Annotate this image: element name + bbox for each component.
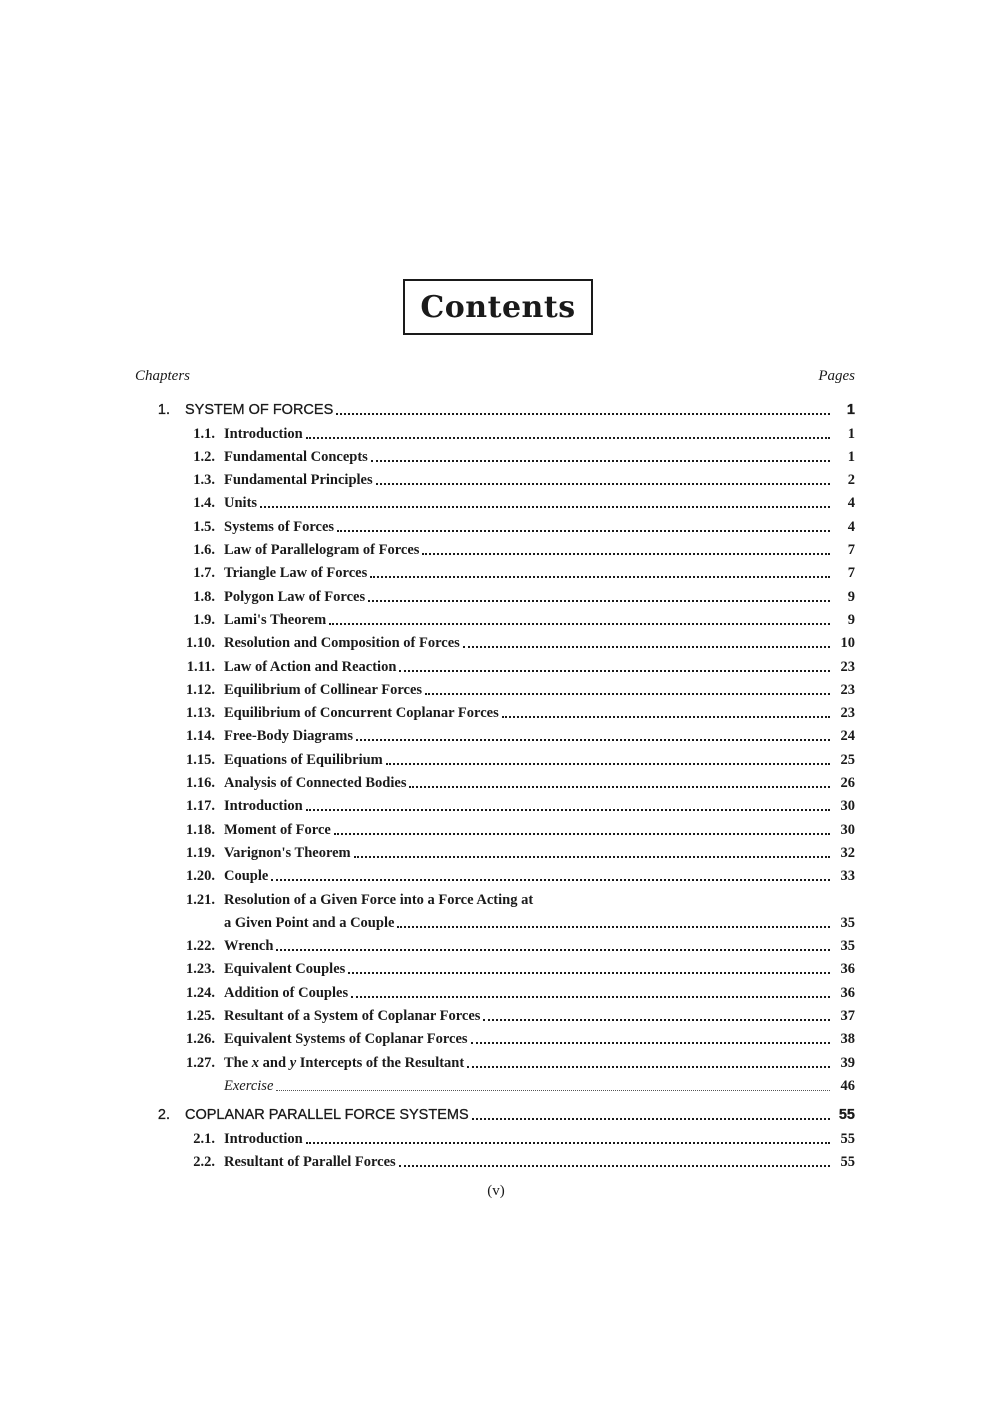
page-number: 1	[847, 425, 855, 442]
dot-leader	[371, 448, 830, 466]
chapter-title: SYSTEM OF FORCES	[185, 401, 336, 419]
toc-section-entry[interactable]	[135, 745, 855, 768]
dot-leader	[276, 937, 830, 955]
section-number: 1.10.	[186, 635, 215, 652]
section-title: Addition of Couples	[224, 984, 351, 1002]
chapter-number: 2.	[157, 1107, 170, 1124]
dot-leader	[399, 1153, 830, 1171]
section-number: 1.20.	[186, 868, 215, 885]
table-of-contents	[135, 396, 855, 1171]
dot-leader	[334, 821, 830, 839]
page-number: 25	[840, 751, 855, 768]
toc-section-entry[interactable]	[135, 559, 855, 582]
section-number: 1.7.	[193, 565, 215, 582]
dot-leader	[463, 634, 830, 652]
dot-leader	[337, 518, 830, 536]
page-number: 37	[840, 1008, 855, 1025]
page-number: 55	[840, 1153, 855, 1170]
page-number: 30	[840, 821, 855, 838]
page-number: 9	[847, 611, 855, 628]
dot-leader	[356, 727, 830, 745]
page-number: 30	[840, 798, 855, 815]
section-number: 1.2.	[193, 448, 215, 465]
page-number: 55	[840, 1130, 855, 1147]
toc-section-entry[interactable]	[135, 676, 855, 699]
dot-leader	[502, 704, 830, 722]
toc-section-entry-continuation[interactable]	[135, 909, 855, 932]
page-number: 38	[840, 1031, 855, 1048]
title-text: Intercepts of the Resultant	[296, 1054, 465, 1071]
section-number: 1.19.	[186, 844, 215, 861]
page-number: 4	[847, 518, 855, 535]
toc-section-entry[interactable]	[135, 839, 855, 862]
page-number: 26	[840, 775, 855, 792]
section-title: Introduction	[224, 797, 306, 815]
section-title: Triangle Law of Forces	[224, 564, 370, 582]
toc-section-entry[interactable]	[135, 489, 855, 512]
dot-leader	[368, 588, 830, 606]
section-number: 1.23.	[186, 961, 215, 978]
page-number: 32	[840, 844, 855, 861]
section-number: 1.21.	[186, 891, 215, 908]
toc-section-entry[interactable]	[135, 955, 855, 978]
toc-section-entry[interactable]	[135, 862, 855, 885]
section-title	[224, 1054, 467, 1072]
section-number: 1.17.	[186, 798, 215, 815]
dot-leader	[276, 1077, 830, 1095]
column-header-pages: Pages	[818, 368, 855, 384]
dot-leader	[306, 797, 830, 815]
page-number: 2	[847, 472, 855, 489]
section-title: Analysis of Connected Bodies	[224, 774, 409, 792]
section-number: 1.16.	[186, 775, 215, 792]
section-title: Equilibrium of Collinear Forces	[224, 681, 425, 699]
dot-leader	[399, 658, 830, 676]
page-number: 7	[847, 542, 855, 559]
title-text: and	[259, 1054, 290, 1071]
section-title: Resultant of a System of Coplanar Forces	[224, 1007, 483, 1025]
section-number: 2.1.	[193, 1130, 215, 1147]
toc-section-entry[interactable]	[135, 792, 855, 815]
section-title: Equivalent Systems of Coplanar Forces	[224, 1030, 471, 1048]
dot-leader	[306, 425, 830, 443]
section-number: 1.4.	[193, 495, 215, 512]
section-title: Systems of Forces	[224, 518, 337, 536]
page-number: 1	[847, 448, 855, 465]
page-number: 36	[840, 984, 855, 1001]
dot-leader	[271, 867, 830, 885]
toc-chapter-entry[interactable]	[135, 1101, 855, 1124]
section-title: Moment of Force	[224, 821, 334, 839]
section-title: Introduction	[224, 425, 306, 443]
section-number: 1.27.	[186, 1054, 215, 1071]
section-number: 1.18.	[186, 821, 215, 838]
toc-section-entry[interactable]	[135, 699, 855, 722]
section-title: Law of Action and Reaction	[224, 658, 399, 676]
dot-leader	[354, 844, 830, 862]
contents-title-box	[403, 279, 593, 335]
dot-leader	[386, 751, 830, 769]
page-number: 46	[840, 1077, 855, 1094]
section-title: Resultant of Parallel Forces	[224, 1153, 399, 1171]
dot-leader	[483, 1007, 830, 1025]
toc-exercise-entry[interactable]	[135, 1072, 855, 1095]
toc-section-entry[interactable]	[135, 978, 855, 1001]
dot-leader	[370, 564, 830, 582]
page-number: 36	[840, 961, 855, 978]
toc-section-entry[interactable]	[135, 1148, 855, 1171]
section-title: Varignon's Theorem	[224, 844, 354, 862]
section-number: 1.24.	[186, 984, 215, 1001]
toc-section-entry[interactable]	[135, 582, 855, 605]
variable-y: y	[289, 1054, 297, 1071]
section-title: Fundamental Concepts	[224, 448, 371, 466]
section-title: Equivalent Couples	[224, 960, 348, 978]
section-number: 1.5.	[193, 518, 215, 535]
section-title: Wrench	[224, 937, 276, 955]
page-number: 9	[847, 588, 855, 605]
dot-leader	[260, 494, 830, 512]
title-text: The	[224, 1054, 252, 1071]
page-number: 24	[840, 728, 855, 745]
section-number: 1.9.	[193, 611, 215, 628]
toc-section-entry[interactable]	[135, 512, 855, 535]
section-number: 1.26.	[186, 1031, 215, 1048]
section-title-continuation: a Given Point and a Couple	[224, 914, 397, 932]
dot-leader	[409, 774, 830, 792]
page-number: 1	[846, 402, 855, 419]
dot-leader	[329, 611, 830, 629]
section-title: Equilibrium of Concurrent Coplanar Forces	[224, 704, 502, 722]
toc-section-entry[interactable]	[135, 885, 855, 908]
dot-leader	[348, 960, 830, 978]
dot-leader	[351, 984, 830, 1002]
page-number: 4	[847, 495, 855, 512]
section-title: Law of Parallelogram of Forces	[224, 541, 422, 559]
page-number: 10	[840, 635, 855, 652]
dot-leader	[467, 1054, 830, 1072]
page-title: Contents	[420, 289, 576, 325]
section-number: 1.6.	[193, 542, 215, 559]
dot-leader	[376, 471, 830, 489]
section-title: Equations of Equilibrium	[224, 751, 386, 769]
page-number: 35	[840, 914, 855, 931]
dot-leader	[471, 1030, 830, 1048]
page-number: 39	[840, 1054, 855, 1071]
toc-section-entry[interactable]	[135, 652, 855, 675]
toc-section-entry[interactable]	[135, 722, 855, 745]
page-number: 23	[840, 658, 855, 675]
toc-section-entry[interactable]	[135, 815, 855, 838]
page-number: 23	[840, 681, 855, 698]
section-number: 1.8.	[193, 588, 215, 605]
dot-leader	[425, 681, 830, 699]
toc-section-entry[interactable]	[135, 1002, 855, 1025]
variable-x: x	[251, 1054, 260, 1071]
section-title: Lami's Theorem	[224, 611, 329, 629]
toc-section-entry[interactable]	[135, 1025, 855, 1048]
section-number: 1.14.	[186, 728, 215, 745]
page-number: 55	[838, 1107, 855, 1124]
section-number: 1.22.	[186, 938, 215, 955]
section-title: Fundamental Principles	[224, 471, 376, 489]
section-number: 1.12.	[186, 681, 215, 698]
section-title: Resolution of a Given Force into a Force Acting at	[224, 891, 536, 909]
section-title: Couple	[224, 867, 271, 885]
toc-section-entry[interactable]	[135, 769, 855, 792]
toc-section-entry[interactable]	[135, 606, 855, 629]
chapter-number: 1.	[157, 402, 170, 419]
dot-leader	[422, 541, 830, 559]
toc-section-entry[interactable]	[135, 932, 855, 955]
section-number: 1.13.	[186, 705, 215, 722]
toc-section-entry[interactable]	[135, 1124, 855, 1147]
section-number: 2.2.	[193, 1153, 215, 1170]
column-header-chapters: Chapters	[135, 368, 191, 384]
section-title: Units	[224, 494, 260, 512]
dot-leader	[397, 914, 830, 932]
section-number: 1.1.	[193, 425, 215, 442]
section-number: 1.11.	[186, 658, 215, 675]
toc-section-entry[interactable]	[135, 443, 855, 466]
page-number: 23	[840, 705, 855, 722]
section-number: 1.3.	[193, 472, 215, 489]
section-title: Polygon Law of Forces	[224, 588, 368, 606]
toc-section-entry[interactable]	[135, 536, 855, 559]
toc-section-entry[interactable]	[135, 629, 855, 652]
dot-leader	[306, 1130, 830, 1148]
dot-leader	[336, 401, 830, 419]
page-number: 33	[840, 868, 855, 885]
page-number: 35	[840, 938, 855, 955]
section-title: Resolution and Composition of Forces	[224, 634, 463, 652]
section-title: Introduction	[224, 1130, 306, 1148]
toc-section-entry[interactable]	[135, 466, 855, 489]
toc-section-entry[interactable]	[135, 1048, 855, 1071]
section-number: 1.15.	[186, 751, 215, 768]
chapter-title: COPLANAR PARALLEL FORCE SYSTEMS	[185, 1106, 472, 1124]
exercise-title: Exercise	[224, 1077, 276, 1095]
toc-section-entry[interactable]	[135, 419, 855, 442]
section-title: Free-Body Diagrams	[224, 727, 356, 745]
section-number: 1.25.	[186, 1008, 215, 1025]
dot-leader	[472, 1106, 830, 1124]
toc-chapter-entry[interactable]	[135, 396, 855, 419]
page-number: 7	[847, 565, 855, 582]
page-footer-number: (v)	[487, 1183, 505, 1199]
